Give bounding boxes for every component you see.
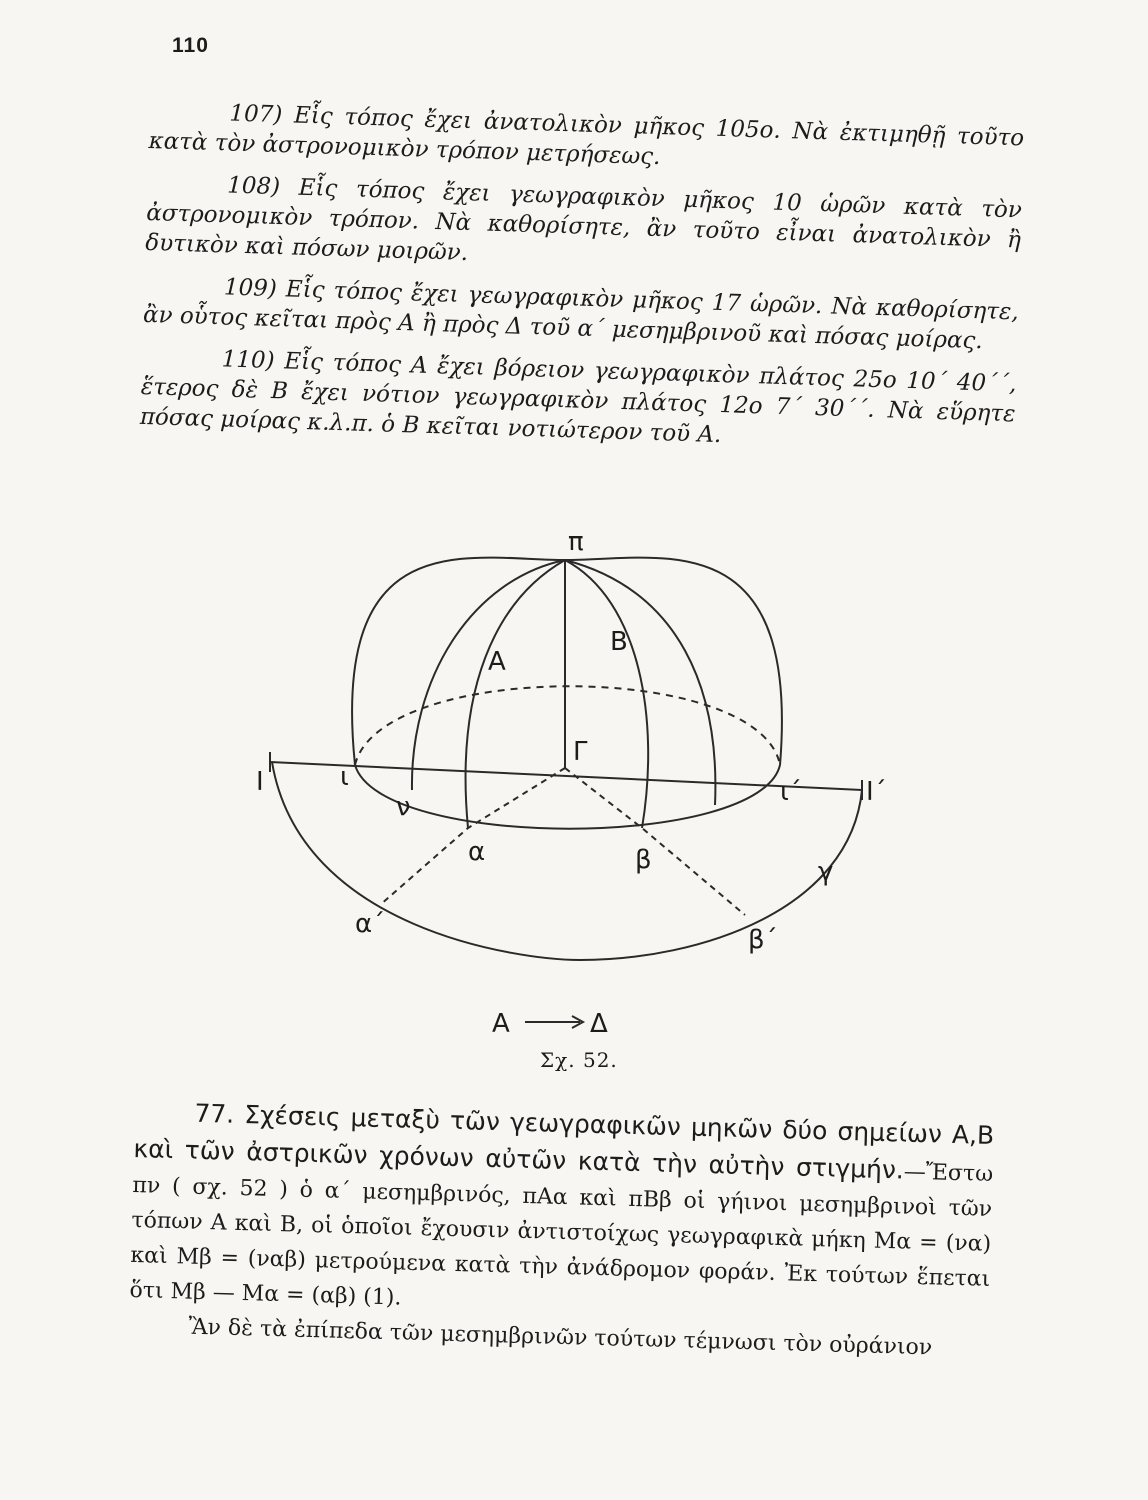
label-gamma: γ <box>818 857 834 887</box>
figure-caption: Σχ. 52. <box>540 1048 618 1072</box>
exercise-text: Εἷς τόπος ἔχει γεωγραφικὸν μῆκος 10 ὡρῶν κατὰ τὸν ἀστρονομικὸν τρόπον. Νὰ καθορίσητε, ἂν τοῦτο εἶναι ἀνατολικὸν ἢ δυτικὸν καὶ πόσων μοιρῶν. <box>144 174 1023 267</box>
label-iota: ι <box>340 762 349 792</box>
label-A: Α <box>488 647 506 677</box>
label-direction-from: Α <box>492 1009 510 1039</box>
exercise-text: Εἷς τόπος ἔχει γεωγραφικὸν μῆκος 17 ὡρῶν. Νὰ καθορίσητε, ἂν οὗτος κεῖται πρὸς Α ἢ πρὸς Δ τοῦ α΄ μεσημβρινοῦ καὶ πόσας μοίρας. <box>142 276 1020 355</box>
exercise-number: 109) <box>223 274 278 303</box>
page-number: 110 <box>172 34 209 57</box>
label-direction-to: Δ <box>590 1009 608 1039</box>
exercise-number: 108) <box>226 172 281 201</box>
section-heading: 77. Σχέσεις μεταξὺ τῶν γεωγραφικῶν μηκῶν δύο σημείων Α,Β καὶ τῶν ἀστρικῶν χρόνων αὐτῶν κατὰ τὴν αὐτὴν στιγμήν. <box>133 1098 995 1185</box>
section-body: —Ἔστω πν ( σχ. 52 ) ὁ α΄ μεσημβρινός, πΑα καὶ πΒβ οἱ γήινοι μεσημβρινοὶ τῶν τόπων Α καὶ Β, οἱ ὁποῖοι ἔχουσιν ἀντιστοίχως γεωγραφικὰ μήκη Μα = (να) καὶ Μβ = (ναβ) μετρούμενα κατὰ τὴν ἀνάδρομον φοράν. Ἐκ τούτων ἕπεται ὅτι Μβ — Μα = (αβ) (1). <box>129 1159 994 1311</box>
label-alpha-prime: α΄ <box>355 909 386 939</box>
label-beta: β <box>635 845 652 875</box>
label-I: Ι <box>256 767 264 797</box>
label-iota-prime: ι΄ <box>780 777 802 807</box>
label-I-prime: Ι΄ <box>866 777 887 807</box>
label-pole: π <box>568 527 584 557</box>
meridian-alpha <box>466 560 565 828</box>
meridian-beta <box>565 560 648 828</box>
label-beta-prime: β΄ <box>748 925 778 955</box>
exercise-number: 110) <box>221 346 276 375</box>
meridian-right <box>565 560 715 805</box>
radius-beta <box>565 768 745 915</box>
exercise-text: Εἷς τόπος ἔχει ἀνατολικὸν μῆκος 105ο. Νὰ ἐκτιμηθῇ τοῦτο κατὰ τὸν ἀστρονομικὸν τρόπον μετρήσεως. <box>148 102 1025 171</box>
section-continuation: Ἂν δὲ τὰ ἐπίπεδα τῶν μεσημβρινῶν τούτων τέμνωσι τὸν οὐράνιον <box>188 1314 933 1361</box>
label-center: Γ <box>573 737 588 767</box>
label-nu: ν <box>396 792 411 822</box>
section-77 <box>128 1094 995 1367</box>
exercise-text: Εἷς τόπος Α ἔχει βόρειον γεωγραφικὸν πλάτος 25ο 10΄ 40΄΄, ἕτερος δὲ Β ἔχει νότιον γεωγραφικὸν πλάτος 12ο 7΄ 30΄΄. Νὰ εὕρητε πόσας μοίρας κ.λ.π. ὁ Β κεῖται νοτιώτερον τοῦ Α. <box>139 348 1017 449</box>
label-alpha: α <box>468 837 486 867</box>
exercise-number: 107) <box>229 100 283 129</box>
section-paragraph <box>129 1094 995 1332</box>
label-B: Β <box>610 627 628 657</box>
